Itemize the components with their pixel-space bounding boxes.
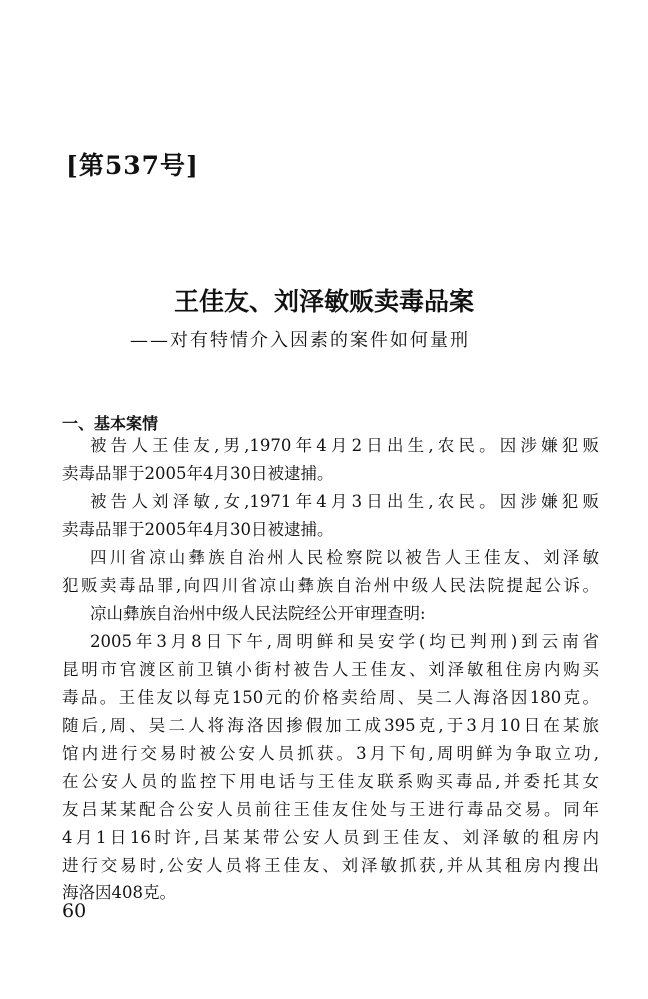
- page-number: 60: [62, 900, 87, 922]
- text-line: 海洛因408克。: [62, 883, 176, 902]
- text-line: 卖毒品罪于2005年4月30日被逮捕。: [62, 464, 334, 483]
- text-line: 凉山彝族自治州中级人民法院经公开审理查明:: [90, 604, 426, 623]
- text-line: 四川省凉山彝族自治州人民检察院以被告人王佳友、刘泽敏: [90, 548, 599, 567]
- text-line: 馆内进行交易时被公安人员抓获。3月下旬,周明鲜为争取立功,: [62, 744, 599, 763]
- text-line: 毒品。王佳友以每克150元的价格卖给周、吴二人海洛因180克。: [62, 688, 599, 707]
- text-line: 被告人王佳友,男,1970年4月2日出生,农民。因涉嫌犯贩: [90, 436, 599, 455]
- case-number: [第537号]: [66, 151, 199, 180]
- text-line: 2005年3月8日下午,周明鲜和吴安学(均已判刑)到云南省: [90, 632, 599, 651]
- text-line: 友吕某某配合公安人员前往王佳友住处与王进行毒品交易。同年: [62, 800, 599, 819]
- text-line: 4月1日16时许,吕某某带公安人员到王佳友、刘泽敏的租房内: [62, 828, 599, 847]
- text-line: 在公安人员的监控下用电话与王佳友联系购买毒品,并委托其女: [62, 772, 599, 791]
- text-line: 进行交易时,公安人员将王佳友、刘泽敏抓获,并从其租房内搜出: [62, 856, 599, 875]
- text-line: 昆明市官渡区前卫镇小街村被告人王佳友、刘泽敏租住房内购买: [62, 660, 599, 679]
- text-line: 犯贩卖毒品罪,向四川省凉山彝族自治州中级人民法院提起公诉。: [62, 576, 599, 595]
- section-heading: 一、基本案情: [62, 414, 159, 433]
- text-line: 随后,周、吴二人将海洛因掺假加工成395克,于3月10日在某旅: [62, 716, 599, 735]
- page-title: 王佳友、刘泽敏贩卖毒品案: [173, 287, 474, 316]
- text-line: 卖毒品罪于2005年4月30日被逮捕。: [62, 520, 334, 539]
- text-line: 被告人刘泽敏,女,1971年4月3日出生,农民。因涉嫌犯贩: [90, 492, 599, 511]
- page-subtitle: ——对有特情介入因素的案件如何量刑: [130, 330, 470, 351]
